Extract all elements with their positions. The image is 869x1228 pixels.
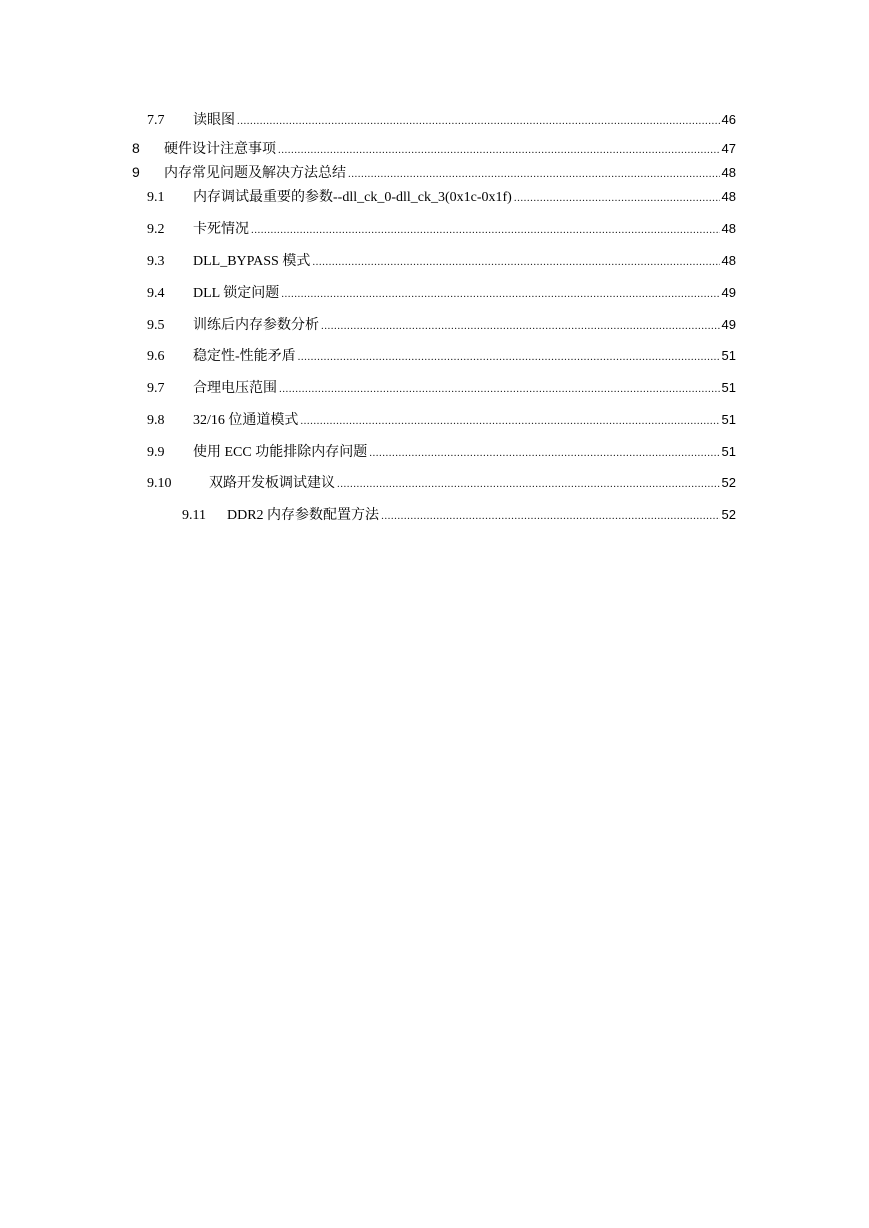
- toc-leader: [312, 256, 719, 268]
- toc-leader: [251, 224, 720, 236]
- toc-entry-9-10[interactable]: [147, 472, 736, 490]
- toc-leader: [514, 192, 720, 204]
- toc-page: 52: [721, 475, 736, 490]
- toc-page: 48: [721, 189, 736, 204]
- toc-number: 9.6: [147, 349, 165, 364]
- toc-number: 9.9: [147, 445, 165, 460]
- toc-leader: [237, 115, 720, 127]
- toc-page: 51: [721, 380, 736, 395]
- toc-page: 48: [721, 221, 736, 236]
- toc-page: 49: [721, 317, 736, 332]
- toc-number: 9.7: [147, 381, 165, 396]
- toc-leader: [321, 320, 720, 332]
- toc-title: 合理电压范围: [193, 381, 277, 396]
- toc-leader: [348, 168, 720, 180]
- toc-number: 9.2: [147, 222, 165, 237]
- toc-leader: [279, 383, 720, 395]
- toc-page: 51: [721, 412, 736, 427]
- toc-leader: [369, 447, 719, 459]
- toc-leader: [281, 288, 719, 300]
- toc-title: 读眼图: [193, 113, 235, 128]
- toc-page: 47: [721, 141, 736, 156]
- toc-page: 51: [721, 348, 736, 363]
- toc-number: 9.5: [147, 318, 165, 333]
- toc-entry-9-4[interactable]: [147, 282, 736, 300]
- toc-number: 8: [132, 140, 140, 156]
- toc-entry-9-5[interactable]: [147, 314, 736, 332]
- toc-leader: [300, 415, 719, 427]
- toc-entry-9-6[interactable]: [147, 345, 736, 363]
- toc-number: 9.11: [182, 508, 206, 523]
- toc-entry-7-7[interactable]: [147, 109, 736, 127]
- toc-title: DLL 锁定问题: [193, 286, 280, 301]
- toc-leader: [381, 510, 719, 522]
- toc-entry-9-1[interactable]: [147, 186, 736, 204]
- toc-page: 48: [721, 165, 736, 180]
- toc-number: 9.8: [147, 413, 165, 428]
- toc-number: 9.3: [147, 254, 165, 269]
- toc-entry-9-8[interactable]: [147, 409, 736, 427]
- toc-entry-9-2[interactable]: [147, 218, 736, 236]
- toc-page: 46: [721, 112, 736, 127]
- toc-page: 51: [721, 444, 736, 459]
- toc-title: DDR2 内存参数配置方法: [227, 508, 380, 523]
- toc-title: 内存常见问题及解决方法总结: [164, 166, 346, 181]
- toc-number: 9.1: [147, 190, 165, 205]
- toc-entry-9-3[interactable]: [147, 250, 736, 268]
- toc-leader: [298, 351, 720, 363]
- toc-title: 训练后内存参数分析: [193, 318, 319, 333]
- toc-title: DLL_BYPASS 模式: [193, 254, 311, 269]
- toc-number: 9: [132, 164, 140, 180]
- toc-title: 卡死情况: [193, 222, 249, 237]
- toc-leader: [278, 144, 720, 156]
- toc-title: 32/16 位通道模式: [193, 413, 299, 428]
- toc-title: 硬件设计注意事项: [164, 142, 276, 157]
- toc-page: 49: [721, 285, 736, 300]
- toc-title: 双路开发板调试建议: [209, 476, 335, 491]
- toc-entry-9[interactable]: [132, 162, 736, 180]
- toc-entry-8[interactable]: [132, 138, 736, 156]
- toc-entry-9-11[interactable]: [182, 504, 736, 522]
- toc-title: 内存调试最重要的参数--dll_ck_0-dll_ck_3(0x1c-0x1f): [193, 190, 512, 205]
- toc-leader: [337, 478, 720, 490]
- toc-page: 52: [721, 507, 736, 522]
- toc-number: 7.7: [147, 113, 165, 128]
- toc-number: 9.4: [147, 286, 165, 301]
- toc-entry-9-9[interactable]: [147, 441, 736, 459]
- toc-title: 稳定性-性能矛盾: [193, 349, 296, 364]
- toc-entry-9-7[interactable]: [147, 377, 736, 395]
- toc-number: 9.10: [147, 476, 172, 491]
- toc-title: 使用 ECC 功能排除内存问题: [193, 445, 368, 460]
- toc-page: 48: [721, 253, 736, 268]
